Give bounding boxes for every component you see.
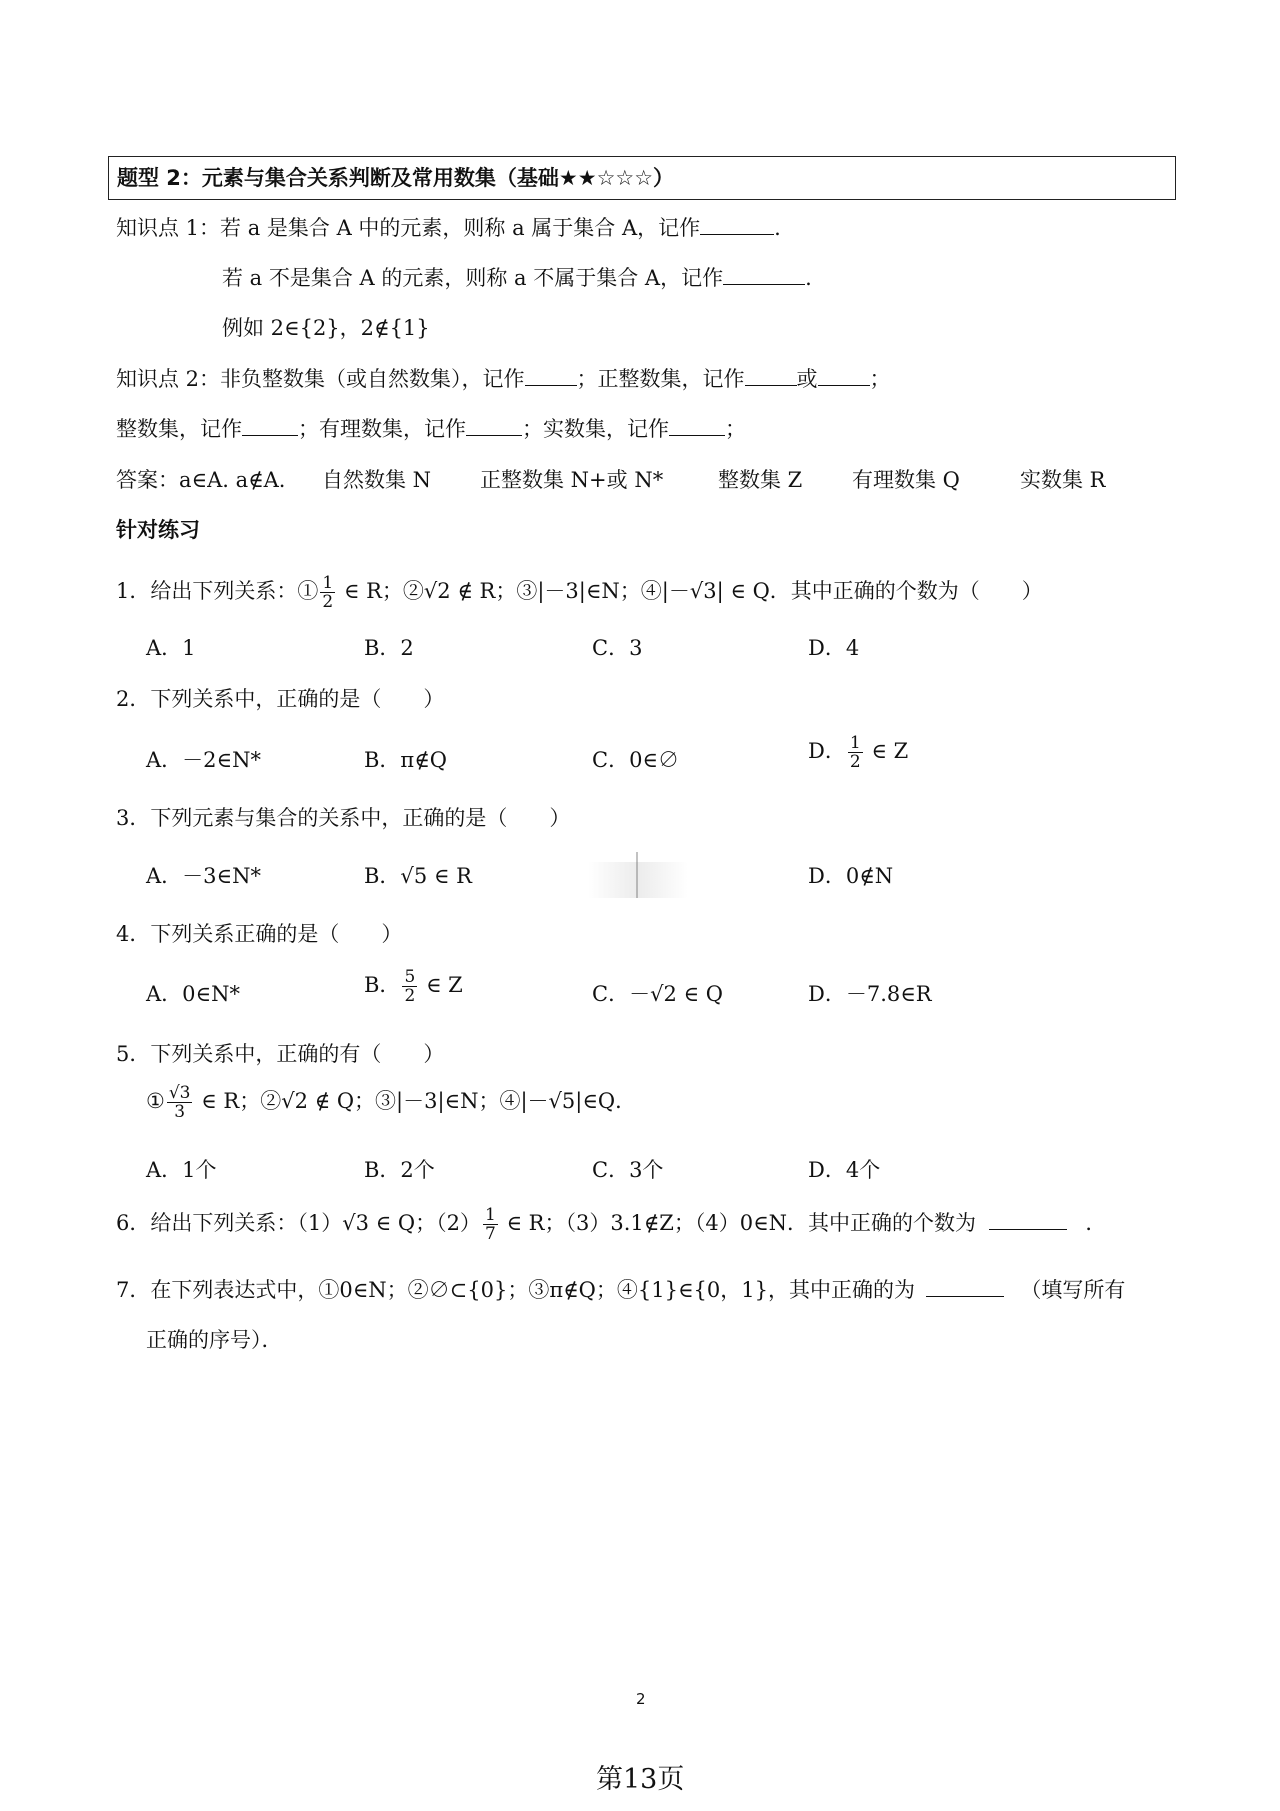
- q2-option-c[interactable]: C．0∈∅: [592, 748, 679, 772]
- q2-d-prefix: D．: [808, 739, 846, 763]
- kp2-blank-2: [745, 367, 797, 386]
- answer-q: 有理数集 Q: [852, 468, 960, 492]
- q3-stem: 3．下列元素与集合的关系中，正确的是（ ）: [116, 806, 571, 830]
- q5-frac-num: √3: [168, 1083, 191, 1103]
- q7-line2: 正确的序号）．: [146, 1328, 283, 1352]
- q5-item-rest: ∈ R；②√2 ∉ Q；③|－3|∈N；④|－√5|∈Q．: [194, 1089, 637, 1113]
- q4-option-b[interactable]: [364, 968, 463, 1005]
- q3-option-b[interactable]: B．√5 ∈ R: [364, 864, 472, 888]
- q2-d-fraction: [848, 734, 863, 771]
- q5-option-b[interactable]: B．2个: [364, 1158, 435, 1182]
- section-title: 题型 2：元素与集合关系判断及常用数集（基础★★☆☆☆）: [108, 156, 1176, 200]
- q6-end: ．: [1085, 1211, 1107, 1235]
- page-number: 2: [636, 1690, 646, 1708]
- kp2-line2: [116, 415, 746, 443]
- kp2-text-7: ；实数集，记作: [522, 417, 669, 441]
- q6-stem: [116, 1206, 1106, 1243]
- kp2-blank-3: [818, 367, 870, 386]
- kp2-text-4: ；: [869, 367, 891, 391]
- q2-option-a[interactable]: A．－2∈N*: [146, 748, 261, 772]
- q4-option-c[interactable]: C．－√2 ∈ Q: [592, 982, 723, 1006]
- kp1-blank-2: [723, 266, 805, 285]
- q1-fraction: [320, 574, 335, 611]
- q1-option-b[interactable]: B．2: [364, 636, 414, 660]
- kp2-text-3: 或: [796, 367, 818, 391]
- q1-option-c[interactable]: C．3: [592, 636, 643, 660]
- q6-rest: ∈ R；（3）3.1∉Z；（4）0∈N．其中正确的个数为: [499, 1211, 977, 1235]
- practice-heading: 针对练习: [116, 518, 200, 542]
- q7-answer-blank[interactable]: [926, 1278, 1004, 1297]
- q7-text: 7．在下列表达式中，①0∈N；②∅⊂{0}；③π∉Q；④{1}∈{0，1}，其中正确的为: [116, 1278, 915, 1302]
- page-footer: 第13页: [596, 1764, 685, 1795]
- q1-frac-den: 2: [322, 592, 334, 612]
- q4-b-num: 5: [404, 967, 416, 987]
- kp2-line1: [116, 365, 891, 393]
- q5-option-c[interactable]: C．3个: [592, 1158, 664, 1182]
- q6-fraction: [483, 1206, 498, 1243]
- q2-option-d[interactable]: [808, 734, 908, 771]
- q7-line1-end: （填写所有: [1020, 1278, 1126, 1302]
- scan-mark: [636, 852, 638, 898]
- answer-n: 自然数集 N: [322, 468, 432, 492]
- kp1-blank-1: [700, 216, 774, 235]
- answer-r: 实数集 R: [1020, 468, 1106, 492]
- q1-prefix: 1．给出下列关系：①: [116, 579, 319, 603]
- kp1-example: 例如 2∈{2}，2∉{1}: [222, 316, 430, 340]
- q1-option-d[interactable]: D．4: [808, 636, 860, 660]
- q5-option-a[interactable]: A．1个: [146, 1158, 217, 1182]
- kp1-line1-text: 知识点 1：若 a 是集合 A 中的元素，则称 a 属于集合 A，记作: [116, 216, 701, 240]
- q4-b-fraction: [402, 968, 417, 1005]
- q1-stem: [116, 574, 1043, 611]
- answer-z: 整数集 Z: [718, 468, 803, 492]
- q5-items: [146, 1084, 636, 1121]
- q3-option-a[interactable]: A．－3∈N*: [146, 864, 261, 888]
- q2-d-suffix: ∈ Z: [864, 739, 909, 763]
- kp2-blank-4: [242, 417, 298, 436]
- kp2-text-6: ；有理数集，记作: [298, 417, 466, 441]
- q1-rest: ∈ R；②√2 ∉ R；③|－3|∈N；④|－√3| ∈ Q．其中正确的个数为（ ）: [337, 579, 1043, 603]
- answer-label: 答案：a∈A. a∉A.: [116, 468, 286, 492]
- kp1-line1: 知识点 1：若 a 是集合 A 中的元素，则称 a 属于集合 A，记作 .: [116, 216, 781, 240]
- q4-b-prefix: B．: [364, 973, 401, 997]
- kp2-blank-6: [669, 417, 725, 436]
- q6-prefix: 6．给出下列关系：（1）√3 ∈ Q；（2）: [116, 1211, 481, 1235]
- kp1-line2-text: 若 a 不是集合 A 的元素，则称 a 不属于集合 A，记作: [222, 266, 724, 290]
- q2-d-num: 1: [849, 733, 861, 753]
- q5-stem: 5．下列关系中，正确的有（ ）: [116, 1042, 445, 1066]
- q4-b-den: 2: [404, 986, 416, 1006]
- q4-option-a[interactable]: A．0∈N*: [146, 982, 240, 1006]
- q5-frac-den: 3: [174, 1102, 186, 1122]
- q5-item-prefix: ①: [146, 1089, 165, 1113]
- kp2-blank-1: [525, 367, 577, 386]
- kp2-text-2: ；正整数集，记作: [576, 367, 745, 391]
- scan-smudge: [588, 862, 688, 898]
- kp2-text-8: ；: [725, 417, 746, 441]
- q7-line1: [116, 1276, 1125, 1304]
- q3-option-d[interactable]: D．0∉N: [808, 864, 894, 888]
- q5-fraction: [167, 1084, 193, 1121]
- q6-frac-den: 7: [484, 1224, 496, 1244]
- q2-d-den: 2: [849, 752, 861, 772]
- q4-stem: 4．下列关系正确的是（ ）: [116, 922, 403, 946]
- q2-stem: 2．下列关系中，正确的是（ ）: [116, 687, 445, 711]
- kp1-line2: 若 a 不是集合 A 的元素，则称 a 不属于集合 A，记作 .: [222, 266, 812, 290]
- kp2-text-5: 整数集，记作: [116, 417, 242, 441]
- kp2-text-1: 知识点 2：非负整数集（或自然数集），记作: [116, 367, 525, 391]
- q6-answer-blank[interactable]: [989, 1211, 1067, 1230]
- q1-frac-num: 1: [322, 573, 334, 593]
- answer-np: 正整数集 N+或 N*: [480, 468, 664, 492]
- q5-option-d[interactable]: D．4个: [808, 1158, 881, 1182]
- q4-option-d[interactable]: D．－7.8∈R: [808, 982, 932, 1006]
- kp2-blank-5: [466, 417, 522, 436]
- q6-frac-num: 1: [484, 1205, 496, 1225]
- q4-b-suffix: ∈ Z: [419, 973, 463, 997]
- q2-option-b[interactable]: B．π∉Q: [364, 748, 447, 772]
- q1-option-a[interactable]: A．1: [146, 636, 196, 660]
